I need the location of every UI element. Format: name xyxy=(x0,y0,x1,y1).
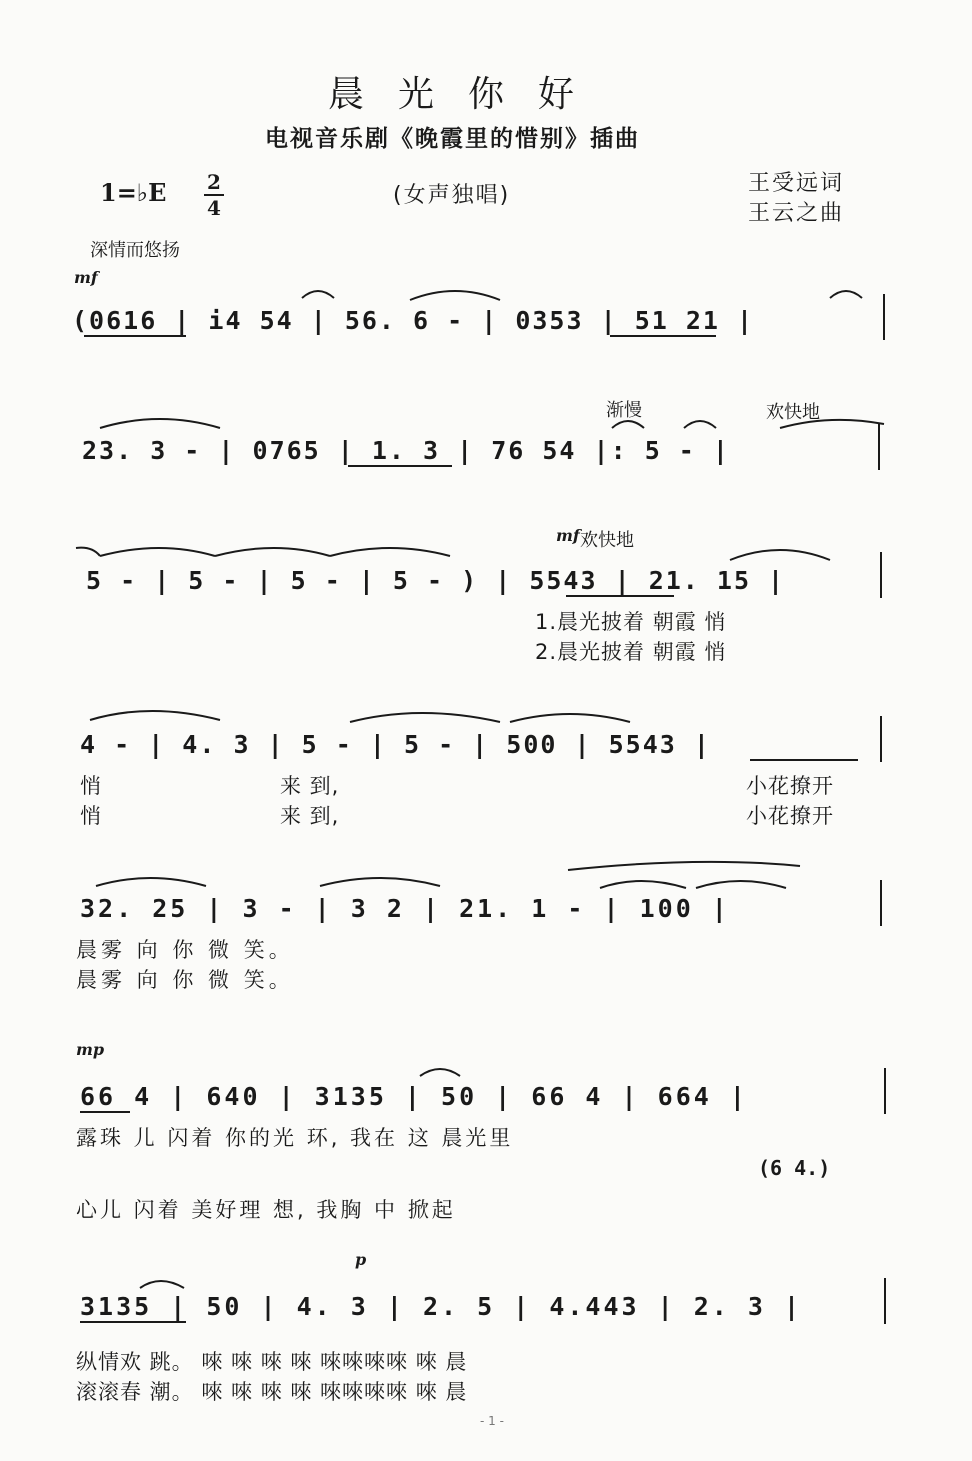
system-7-lyric-verse-2: 滚滚春 潮。 唻 唻 唻 唻 唻唻唻唻 唻 晨 xyxy=(76,1380,468,1404)
slur-1 xyxy=(302,291,334,298)
system-3-lyric-verse-1: 1.晨光披着 朝霞 悄 xyxy=(535,610,727,634)
tempo-slowing: 渐慢 xyxy=(606,400,642,421)
tempo-lively-verse: 欢快地 xyxy=(580,530,634,551)
slur-22 xyxy=(140,1281,184,1288)
slur-8 xyxy=(76,548,100,556)
system-5-notes: 32. 25 | 3 - | 3 2 | 21. 1 - | 100 | xyxy=(80,894,730,923)
slur-4 xyxy=(100,419,220,428)
system-6-lyric-verse-1: 露珠 儿 闪着 你的光 环, 我在 这 晨光里 xyxy=(76,1126,514,1150)
system-4-lyric-1a: 悄 xyxy=(80,774,102,798)
slur-21 xyxy=(420,1069,460,1076)
composer-credit: 王云之曲 xyxy=(748,201,845,226)
system-7-lyric-verse-1: 纵情欢 跳。 唻 唻 唻 唻 唻唻唻唻 唻 晨 xyxy=(76,1350,468,1374)
slur-12 xyxy=(730,550,830,560)
system-6-lyric-verse-2: 心儿 闪着 美好理 想, 我胸 中 掀起 xyxy=(76,1198,456,1222)
system-4-lyric-1b: 来 到, xyxy=(280,774,340,798)
song-title: 晨光你好 xyxy=(328,74,609,115)
system-4-lyric-2c: 小花撩开 xyxy=(746,804,834,828)
dynamic-mp: mp xyxy=(76,1040,105,1059)
tempo-intro: 深情而悠扬 xyxy=(90,240,180,261)
dynamic-mf-verse: mf xyxy=(556,526,580,545)
slur-3 xyxy=(830,291,862,298)
slur-5 xyxy=(612,421,644,428)
system-6-notes: 66 4 | 640 | 3135 | 50 | 66 4 | 664 | xyxy=(80,1082,748,1111)
time-signature-top: 2 xyxy=(207,170,221,194)
slur-19 xyxy=(600,881,686,888)
system-4-notes: 4 - | 4. 3 | 5 - | 5 - | 500 | 5543 | xyxy=(80,730,711,759)
slur-18 xyxy=(568,862,800,870)
system-2-notes: 23. 3 - | 0765 | 1. 3 | 76 54 |: 5 - | xyxy=(82,436,730,465)
slur-7 xyxy=(780,420,884,428)
performance-type: (女声独唱) xyxy=(393,183,511,208)
system-3-notes: 5 - | 5 - | 5 - | 5 - ) | 5543 | 21. 15 | xyxy=(86,566,786,595)
system-4-lyric-2a: 悄 xyxy=(80,804,102,828)
tempo-lively: 欢快地 xyxy=(766,402,820,423)
system-5-lyric-verse-1: 晨雾 向 你 微 笑。 xyxy=(76,938,294,962)
slur-16 xyxy=(96,878,206,886)
time-signature-bottom: 4 xyxy=(207,196,221,220)
system-1-notes: (0616 | i4 54 | 56. 6 - | 0353 | 51 21 | xyxy=(72,306,755,335)
slur-17 xyxy=(320,878,440,886)
system-3-lyric-verse-2: 2.晨光披着 朝霞 悄 xyxy=(535,640,727,664)
system-6-alt-notes: (6 4.) xyxy=(758,1156,831,1180)
key-signature: 1=♭E xyxy=(100,178,167,207)
slur-13 xyxy=(90,711,220,720)
slur-14 xyxy=(350,713,500,722)
slur-20 xyxy=(696,881,786,888)
slur-11 xyxy=(330,548,450,556)
dynamic-mf-intro: mf xyxy=(74,268,98,287)
slur-15 xyxy=(510,714,630,722)
lyricist-credit: 王受远词 xyxy=(748,171,845,196)
slur-9 xyxy=(100,548,215,556)
slur-10 xyxy=(215,548,330,556)
song-subtitle: 电视音乐剧《晚霞里的惜别》插曲 xyxy=(265,126,640,152)
slur-2 xyxy=(410,291,500,300)
system-7-notes: 3135 | 50 | 4. 3 | 2. 5 | 4.443 | 2. 3 | xyxy=(80,1292,803,1321)
system-4-lyric-1c: 小花撩开 xyxy=(746,774,834,798)
dynamic-p: p xyxy=(355,1250,367,1269)
page-number: - 1 - xyxy=(480,1414,504,1428)
slur-6 xyxy=(684,421,716,428)
system-4-lyric-2b: 来 到, xyxy=(280,804,340,828)
system-5-lyric-verse-2: 晨雾 向 你 微 笑。 xyxy=(76,968,294,992)
